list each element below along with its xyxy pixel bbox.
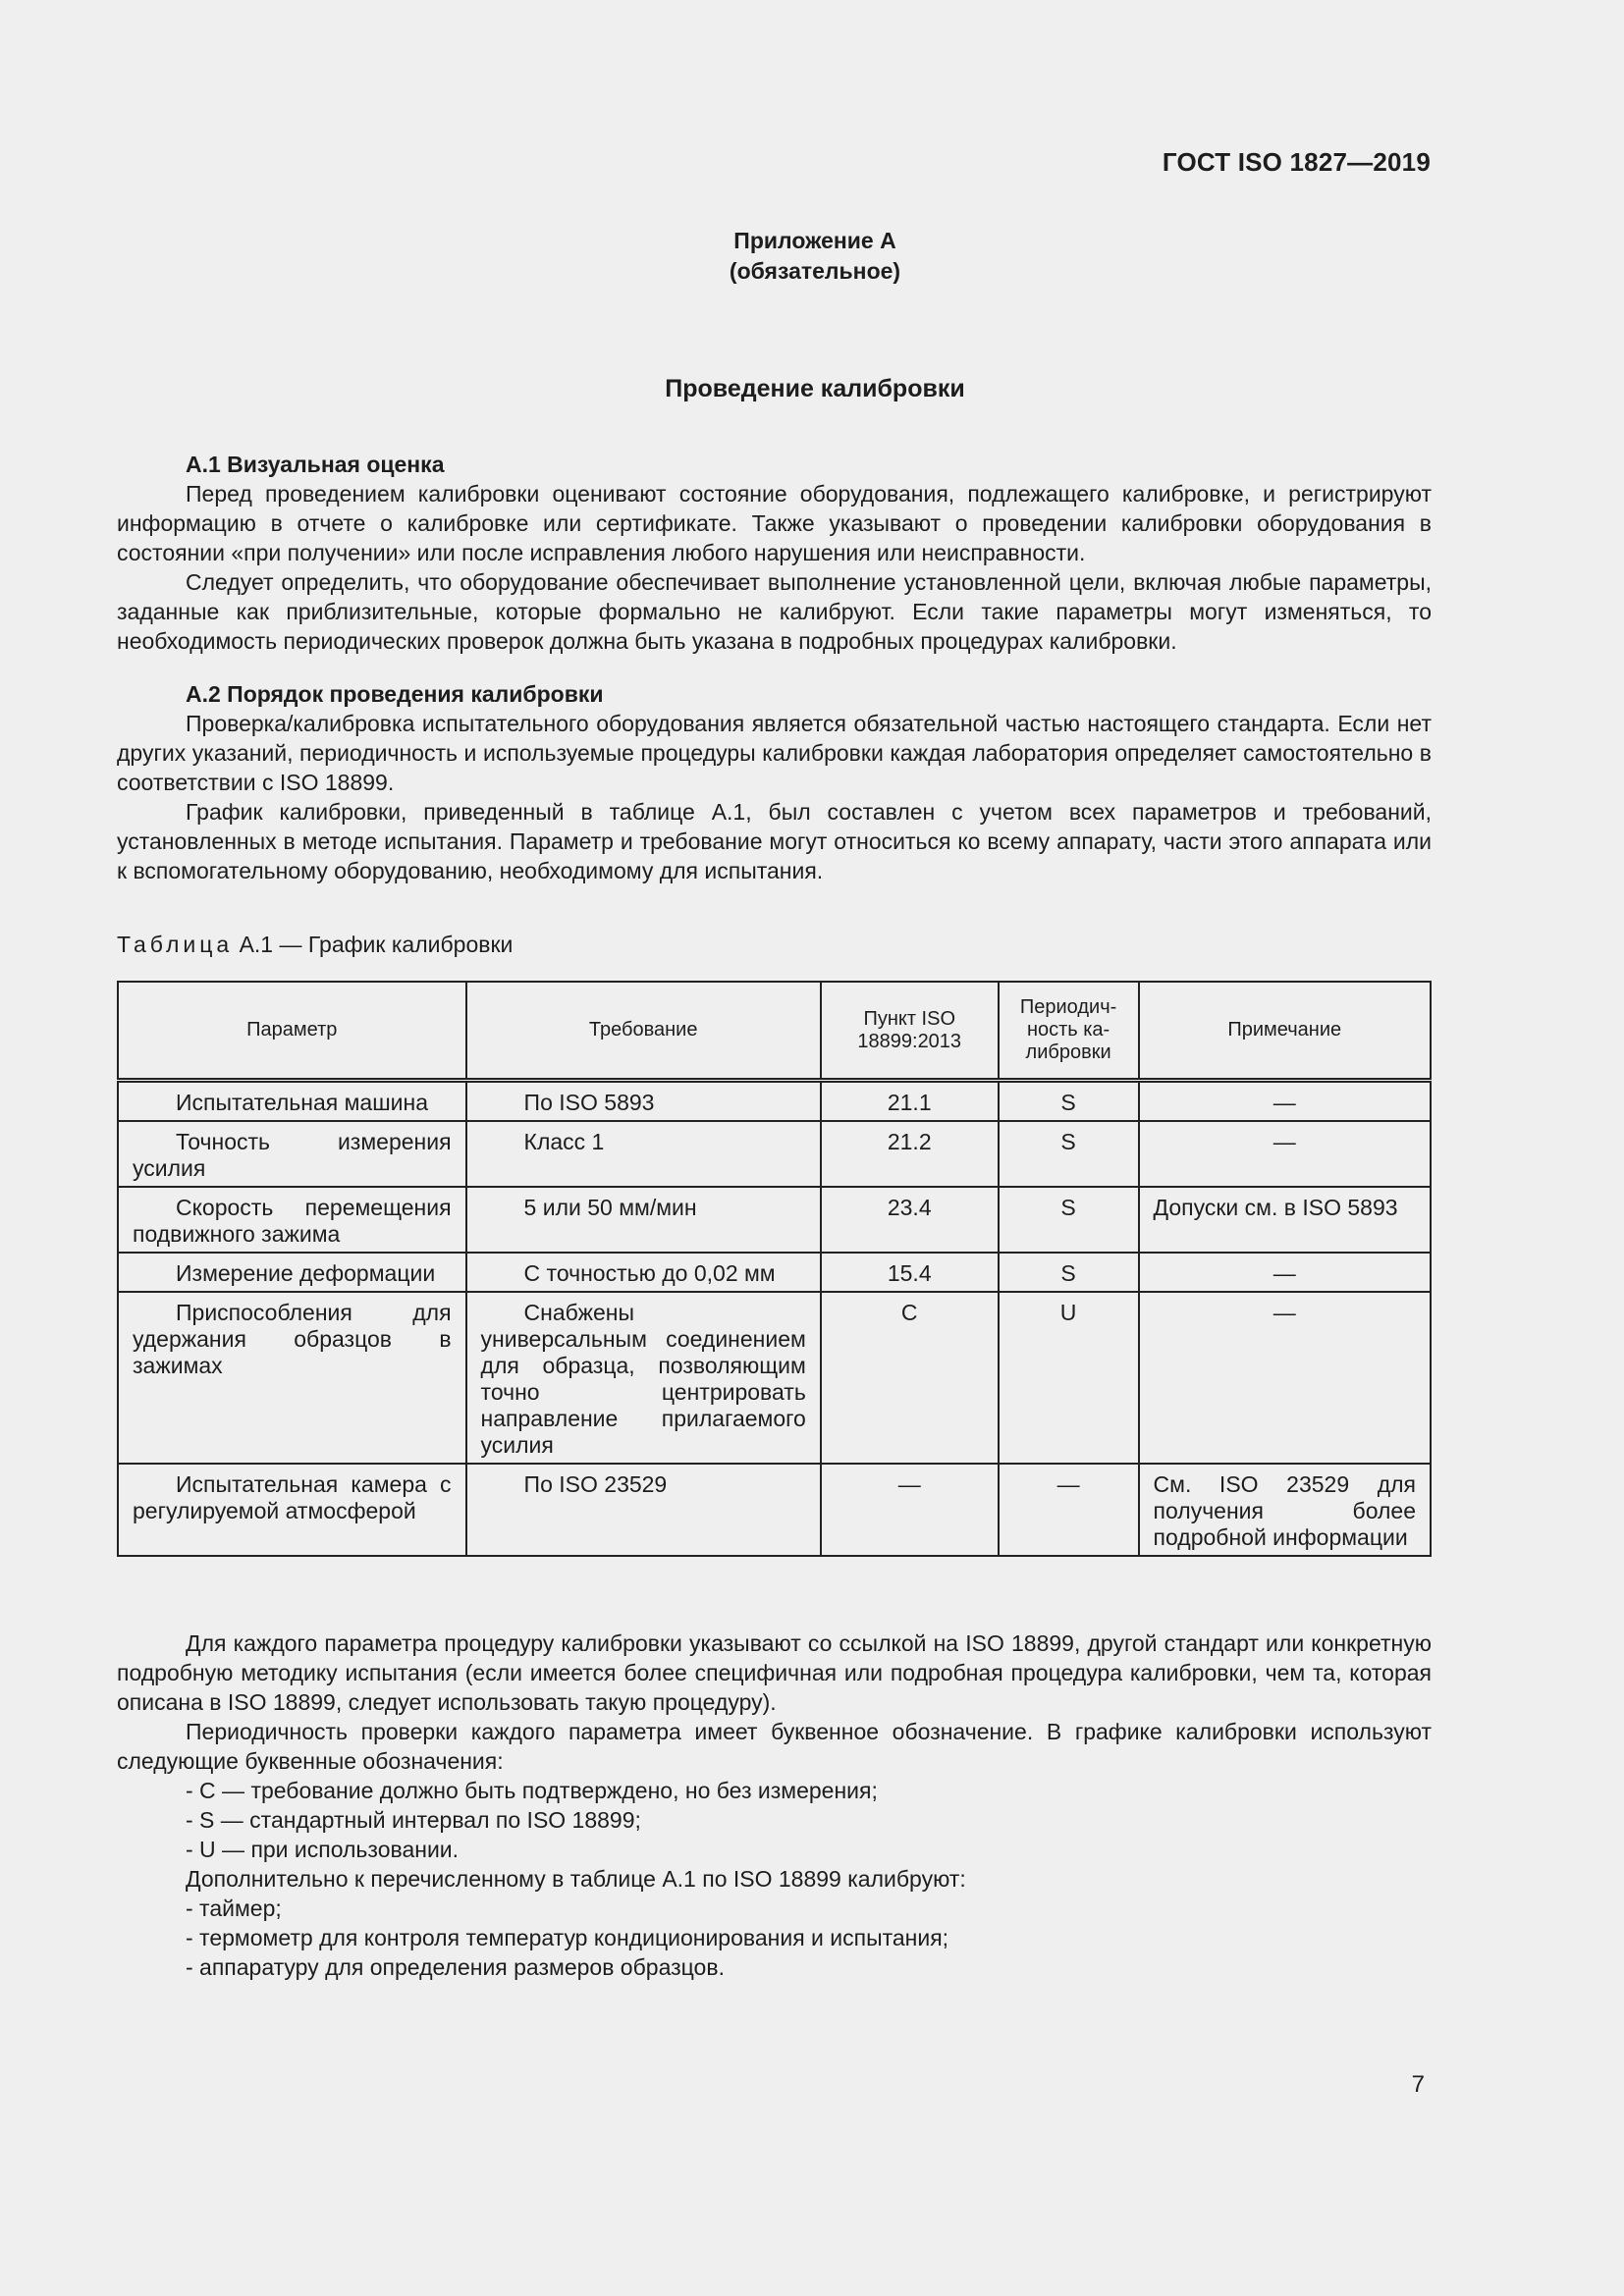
- cell-param: Измерение деформации: [118, 1253, 466, 1292]
- section-a2-paragraph: График калибровки, приведенный в таблице А.1, был составлен с учетом всех параметров и требований, установленных в методе испытания. Параметр и требование могут относиться ко всему аппарату, части этого аппарата или к вспомогательному оборудованию, необходимому для испытания.: [117, 799, 1432, 883]
- main-title: Проведение калибровки: [665, 375, 965, 402]
- cell-periodicity: S: [999, 1121, 1139, 1187]
- cell-periodicity: S: [999, 1081, 1139, 1122]
- section-a1-paragraph: Следует определить, что оборудование обеспечивает выполнение установленной цели, включая любые параметры, заданные как приблизительные, которые формально не калибруют. Если такие параметры могут изменяться, то необходимость периодических проверок должна быть указана в подробных процедурах калибровки.: [117, 569, 1432, 654]
- cell-param: Точность измерения усилия: [118, 1121, 466, 1187]
- cell-clause: 21.2: [821, 1121, 999, 1187]
- cell-note: См. ISO 23529 для получения более подробной информации: [1139, 1464, 1431, 1556]
- cell-note: —: [1139, 1292, 1431, 1464]
- cell-requirement: По ISO 23529: [466, 1464, 821, 1556]
- cell-requirement: С точностью до 0,02 мм: [466, 1253, 821, 1292]
- column-header-periodicity: Периодич-ность ка-либровки: [999, 982, 1139, 1081]
- appendix-subtitle: (обязательное): [729, 258, 901, 284]
- table-row: [118, 1292, 1431, 1464]
- cell-clause: С: [821, 1292, 999, 1464]
- cell-clause: —: [821, 1464, 999, 1556]
- paragraph: Периодичность проверки каждого параметра имеет буквенное обозначение. В графике калибровки используют следующие буквенные обозначения:: [117, 1719, 1432, 1774]
- cell-param: Испытательная камера с регулируемой атмосферой: [118, 1464, 466, 1556]
- table-row: [118, 1081, 1431, 1122]
- table-row: [118, 1121, 1431, 1187]
- list-item: - таймер;: [186, 1896, 282, 1921]
- cell-periodicity: S: [999, 1187, 1139, 1253]
- column-header-requirement: Требование: [466, 982, 821, 1081]
- column-header-note: Примечание: [1139, 982, 1431, 1081]
- cell-periodicity: S: [999, 1253, 1139, 1292]
- page-number: 7: [1411, 2071, 1425, 2098]
- legend-item: - С — требование должно быть подтверждено, но без измерения;: [186, 1778, 878, 1803]
- table-row: [118, 1464, 1431, 1556]
- paragraph: Для каждого параметра процедуру калибровки указывают со ссылкой на ISO 18899, другой стандарт или конкретную подробную методику испытания (если имеется более специфичная или подробная процедура калибровки, чем та, которая описана в ISO 18899, следует использовать такую процедуру).: [117, 1630, 1432, 1715]
- cell-requirement: Снабжены универсальным соединением для образца, позволяющим точно центрировать направление прилагаемого усилия: [466, 1292, 821, 1464]
- column-header-clause: Пункт ISO 18899:2013: [821, 982, 999, 1081]
- section-a1-heading: А.1 Визуальная оценка: [186, 452, 445, 477]
- table-row: [118, 1253, 1431, 1292]
- document-code: ГОСТ ISO 1827—2019: [1162, 147, 1431, 177]
- appendix-heading: [0, 226, 1624, 287]
- section-a1-paragraph: Перед проведением калибровки оценивают состояние оборудования, подлежащего калибровке, и регистрируют информацию в отчете о калибровке или сертификате. Также указывают о проведении калибровки оборудования в состоянии «при получении» или после исправления любого нарушения или неисправности.: [117, 481, 1432, 565]
- cell-clause: 21.1: [821, 1081, 999, 1122]
- table-caption-text: А.1 — График калибровки: [239, 932, 514, 957]
- cell-requirement: По ISO 5893: [466, 1081, 821, 1122]
- appendix-title: Приложение А: [733, 228, 896, 253]
- section-a2-paragraph: Проверка/калибровка испытательного оборудования является обязательной частью настоящего стандарта. Если нет других указаний, периодичность и используемые процедуры калибровки каждая лаборатория определяет самостоятельно в соответствии с ISO 18899.: [117, 711, 1432, 795]
- legend-item: - S — стандартный интервал по ISO 18899;: [186, 1807, 641, 1833]
- column-header-param: Параметр: [118, 982, 466, 1081]
- cell-param: Скорость перемещения подвижного зажима: [118, 1187, 466, 1253]
- after-table-text: [117, 1629, 1432, 1982]
- cell-note: —: [1139, 1253, 1431, 1292]
- cell-requirement: Класс 1: [466, 1121, 821, 1187]
- cell-note: —: [1139, 1121, 1431, 1187]
- legend-item: - U — при использовании.: [186, 1837, 460, 1862]
- calibration-table: [117, 981, 1432, 1557]
- section-a2: [117, 679, 1432, 885]
- cell-param: Испытательная машина: [118, 1081, 466, 1122]
- cell-note: Допуски см. в ISO 5893: [1139, 1187, 1431, 1253]
- cell-periodicity: —: [999, 1464, 1139, 1556]
- section-a2-heading: А.2 Порядок проведения калибровки: [186, 681, 604, 707]
- paragraph: Дополнительно к перечисленному в таблице А.1 по ISO 18899 калибруют:: [186, 1866, 966, 1892]
- section-a1: [117, 450, 1432, 656]
- table-row: [118, 1187, 1431, 1253]
- list-item: - термометр для контроля температур кондиционирования и испытания;: [186, 1925, 949, 1950]
- list-item: - аппаратуру для определения размеров образцов.: [186, 1954, 725, 1980]
- cell-note: —: [1139, 1081, 1431, 1122]
- table-caption: [117, 932, 513, 958]
- cell-param: Приспособления для удержания образцов в зажимах: [118, 1292, 466, 1464]
- cell-periodicity: U: [999, 1292, 1139, 1464]
- cell-clause: 23.4: [821, 1187, 999, 1253]
- table-caption-label: Таблица: [117, 932, 234, 957]
- cell-requirement: 5 или 50 мм/мин: [466, 1187, 821, 1253]
- cell-clause: 15.4: [821, 1253, 999, 1292]
- table-header-row: [118, 982, 1431, 1081]
